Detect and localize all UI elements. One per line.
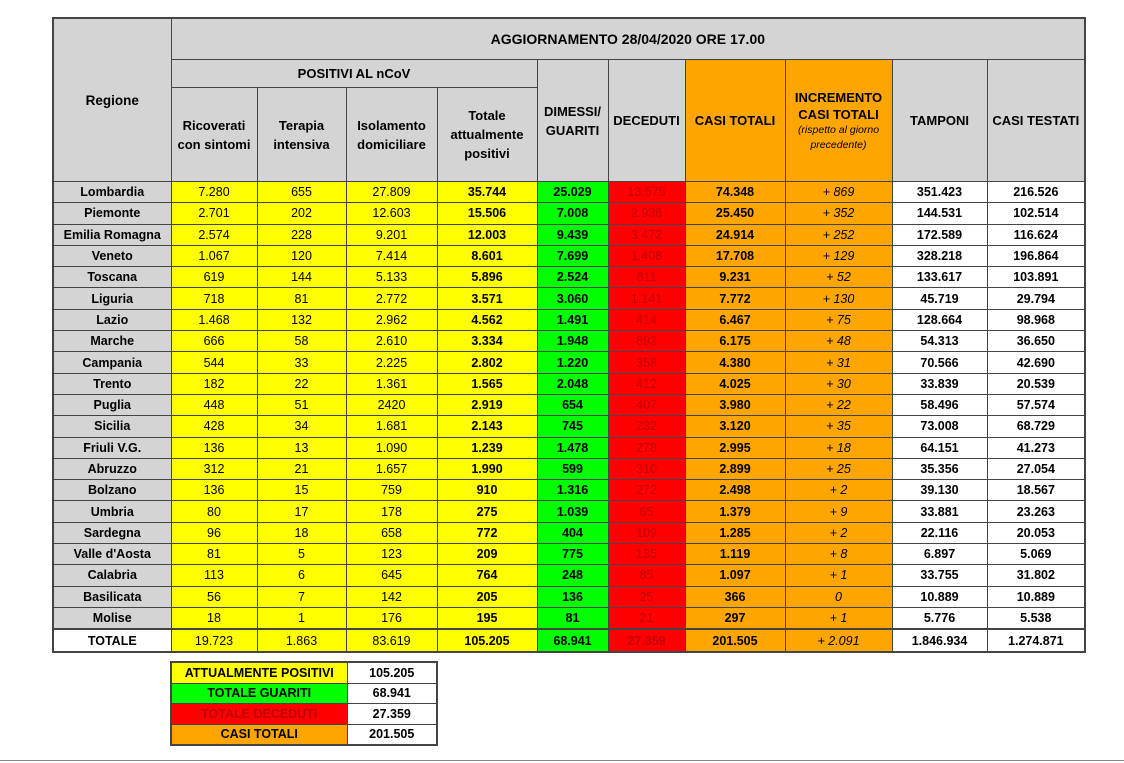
cell-ricoverati: 312 [171,458,257,479]
cell-region: Campania [53,352,171,373]
cell-deceduti: 109 [608,522,685,543]
cell-isolamento: 658 [346,522,437,543]
table-row [53,480,1085,501]
cell-casi-totali: 9.231 [685,267,785,288]
cell-casi-totali: 74.348 [685,182,785,203]
cell-dimessi: 7.699 [537,245,608,266]
cell-region: Molise [53,607,171,629]
cell-isolamento: 176 [346,607,437,629]
cell-dimessi: 25.029 [537,182,608,203]
cell-region: Marche [53,331,171,352]
cell-casi-testati: 68.729 [987,416,1085,437]
cell-totale-positivi: 3.334 [437,331,537,352]
cell-ricoverati: 718 [171,288,257,309]
cell-terapia: 1 [257,607,346,629]
header-totale-positivi: Totale attualmente positivi [437,88,537,182]
cell-ricoverati: 1.067 [171,245,257,266]
cell-deceduti: 135 [608,544,685,565]
cell-deceduti: 358 [608,352,685,373]
table-row [53,522,1085,543]
cell-casi-testati: 20.539 [987,373,1085,394]
cell-totale-positivi: 2.919 [437,394,537,415]
cell-ricoverati: 80 [171,501,257,522]
cell-casi-testati: 36.650 [987,331,1085,352]
cell-casi-totali: 7.772 [685,288,785,309]
cell-tamponi: 328.218 [892,245,987,266]
cell-casi-testati: 42.690 [987,352,1085,373]
cell-terapia: 655 [257,182,346,203]
cell-incremento: + 252 [785,224,892,245]
summary-label: CASI TOTALI [171,724,347,745]
cell-tamponi: 6.897 [892,544,987,565]
cell-ricoverati: 81 [171,544,257,565]
cell-casi-totali: 2.899 [685,458,785,479]
cell-terapia: 228 [257,224,346,245]
cell-region: Piemonte [53,203,171,224]
cell-casi-totali: 2.498 [685,480,785,501]
cell-tamponi: 128.664 [892,309,987,330]
table-row [53,352,1085,373]
header-incremento-label: INCREMENTO CASI TOTALI [794,89,883,122]
header-tamponi: TAMPONI [892,60,987,182]
cell-region: Sardegna [53,522,171,543]
cell-tamponi: 33.755 [892,565,987,586]
cell-totale-positivi: 764 [437,565,537,586]
cell-casi-totali: 25.450 [685,203,785,224]
cell-tamponi: 144.531 [892,203,987,224]
table-row [53,373,1085,394]
cell-deceduti: 407 [608,394,685,415]
cell-casi-totali: 6.175 [685,331,785,352]
cell-totale-positivi: 209 [437,544,537,565]
cell-tamponi: 172.589 [892,224,987,245]
header-dimessi: DIMESSI/ GUARITI [537,60,608,182]
cell-isolamento: 1.657 [346,458,437,479]
cell-region: Lombardia [53,182,171,203]
cell-ricoverati: 619 [171,267,257,288]
table-row [53,267,1085,288]
cell-ricoverati: 544 [171,352,257,373]
cell-dimessi: 1.491 [537,309,608,330]
cell-tamponi: 33.839 [892,373,987,394]
cell-terapia: 202 [257,203,346,224]
cell-ricoverati: 2.574 [171,224,257,245]
cell-dimessi: 654 [537,394,608,415]
cell-dimessi: 2.048 [537,373,608,394]
cell-deceduti: 414 [608,309,685,330]
cell-incremento: + 129 [785,245,892,266]
cell-casi-testati: 41.273 [987,437,1085,458]
cell-incremento: + 31 [785,352,892,373]
cell-isolamento: 1.681 [346,416,437,437]
cell-deceduti: 278 [608,437,685,458]
cell-casi-totali: 297 [685,607,785,629]
cell-tamponi: 35.356 [892,458,987,479]
cell-ricoverati: 448 [171,394,257,415]
cell-isolamento: 645 [346,565,437,586]
cell-isolamento: 12.603 [346,203,437,224]
cell-terapia: 132 [257,309,346,330]
cell-totale-positivi: 1.990 [437,458,537,479]
cell-terapia: 13 [257,437,346,458]
total-casi-testati: 1.274.871 [987,629,1085,652]
cell-deceduti: 65 [608,501,685,522]
cell-region: Friuli V.G. [53,437,171,458]
cell-region: Emilia Romagna [53,224,171,245]
total-isolamento: 83.619 [346,629,437,652]
cell-totale-positivi: 12.003 [437,224,537,245]
cell-incremento: + 18 [785,437,892,458]
cell-casi-totali: 4.025 [685,373,785,394]
cell-ricoverati: 136 [171,437,257,458]
cell-ricoverati: 136 [171,480,257,501]
cell-totale-positivi: 15.506 [437,203,537,224]
cell-region: Puglia [53,394,171,415]
table-row [53,416,1085,437]
cell-isolamento: 1.090 [346,437,437,458]
update-title: AGGIORNAMENTO 28/04/2020 ORE 17.00 [171,18,1085,60]
cell-casi-totali: 24.914 [685,224,785,245]
cell-tamponi: 133.617 [892,267,987,288]
cell-ricoverati: 18 [171,607,257,629]
cell-casi-totali: 3.120 [685,416,785,437]
cell-dimessi: 1.478 [537,437,608,458]
cell-terapia: 21 [257,458,346,479]
table-row [53,182,1085,203]
cell-totale-positivi: 5.896 [437,267,537,288]
cell-totale-positivi: 1.239 [437,437,537,458]
cell-terapia: 15 [257,480,346,501]
cell-region: Toscana [53,267,171,288]
cell-terapia: 5 [257,544,346,565]
table-row [53,586,1085,607]
cell-casi-totali: 1.119 [685,544,785,565]
cell-casi-testati: 27.054 [987,458,1085,479]
cell-deceduti: 811 [608,267,685,288]
summary-label: ATTUALMENTE POSITIVI [171,662,347,683]
cell-tamponi: 58.496 [892,394,987,415]
cell-dimessi: 1.220 [537,352,608,373]
cell-region: Liguria [53,288,171,309]
cell-region: Lazio [53,309,171,330]
cell-tamponi: 54.313 [892,331,987,352]
cell-casi-totali: 2.995 [685,437,785,458]
cell-dimessi: 81 [537,607,608,629]
cell-deceduti: 893 [608,331,685,352]
total-casi-totali: 201.505 [685,629,785,652]
cell-region: Basilicata [53,586,171,607]
cell-isolamento: 9.201 [346,224,437,245]
header-positivi-group: POSITIVI AL nCoV [171,60,537,88]
cell-region: Sicilia [53,416,171,437]
cell-isolamento: 142 [346,586,437,607]
cell-tamponi: 5.776 [892,607,987,629]
cell-isolamento: 2.962 [346,309,437,330]
cell-terapia: 6 [257,565,346,586]
cell-incremento: + 1 [785,565,892,586]
cell-region: Bolzano [53,480,171,501]
cell-ricoverati: 428 [171,416,257,437]
cell-totale-positivi: 195 [437,607,537,629]
cell-incremento: + 2 [785,480,892,501]
cell-totale-positivi: 275 [437,501,537,522]
cell-incremento: + 25 [785,458,892,479]
cell-totale-positivi: 4.562 [437,309,537,330]
summary-label: TOTALE DECEDUTI [171,704,347,725]
cell-deceduti: 25 [608,586,685,607]
cell-deceduti: 85 [608,565,685,586]
cell-ricoverati: 1.468 [171,309,257,330]
summary-row [171,704,437,725]
cell-totale-positivi: 2.143 [437,416,537,437]
cell-casi-testati: 5.069 [987,544,1085,565]
cell-ricoverati: 7.280 [171,182,257,203]
cell-casi-testati: 116.624 [987,224,1085,245]
cell-terapia: 22 [257,373,346,394]
cell-incremento: 0 [785,586,892,607]
cell-dimessi: 2.524 [537,267,608,288]
cell-isolamento: 2420 [346,394,437,415]
cell-incremento: + 9 [785,501,892,522]
header-incremento [785,60,892,182]
cell-region: Umbria [53,501,171,522]
cell-casi-totali: 1.097 [685,565,785,586]
header-casi-testati: CASI TESTATI [987,60,1085,182]
cell-incremento: + 8 [785,544,892,565]
cell-dimessi: 599 [537,458,608,479]
cell-terapia: 17 [257,501,346,522]
cell-ricoverati: 56 [171,586,257,607]
cell-deceduti: 1.141 [608,288,685,309]
total-totale-positivi: 105.205 [437,629,537,652]
table-row [53,331,1085,352]
cell-isolamento: 759 [346,480,437,501]
cell-ricoverati: 113 [171,565,257,586]
cell-tamponi: 45.719 [892,288,987,309]
cell-dimessi: 1.316 [537,480,608,501]
cell-ricoverati: 666 [171,331,257,352]
cell-incremento: + 1 [785,607,892,629]
cell-ricoverati: 2.701 [171,203,257,224]
cell-deceduti: 272 [608,480,685,501]
cell-casi-testati: 31.802 [987,565,1085,586]
summary-label: TOTALE GUARITI [171,683,347,704]
header-ricoverati: Ricoverati con sintomi [171,88,257,182]
cell-casi-testati: 102.514 [987,203,1085,224]
cell-deceduti: 412 [608,373,685,394]
header-terapia: Terapia intensiva [257,88,346,182]
table-row [53,245,1085,266]
cell-casi-testati: 57.574 [987,394,1085,415]
cell-isolamento: 123 [346,544,437,565]
cell-tamponi: 33.881 [892,501,987,522]
cell-terapia: 144 [257,267,346,288]
table-row [53,565,1085,586]
cell-casi-testati: 103.891 [987,267,1085,288]
header-incremento-note: (rispetto al giorno precedente) [797,123,880,151]
cell-deceduti: 2.936 [608,203,685,224]
cell-isolamento: 178 [346,501,437,522]
cell-incremento: + 2 [785,522,892,543]
cell-casi-testati: 23.263 [987,501,1085,522]
summary-table [170,661,438,746]
summary-row [171,724,437,745]
total-tamponi: 1.846.934 [892,629,987,652]
cell-tamponi: 351.423 [892,182,987,203]
cell-tamponi: 22.116 [892,522,987,543]
cell-casi-totali: 366 [685,586,785,607]
cell-totale-positivi: 1.565 [437,373,537,394]
table-row [53,501,1085,522]
total-region: TOTALE [53,629,171,652]
cell-totale-positivi: 8.601 [437,245,537,266]
header-casi-totali: CASI TOTALI [685,60,785,182]
total-row [53,629,1085,652]
summary-value: 105.205 [347,662,437,683]
cell-dimessi: 775 [537,544,608,565]
cell-incremento: + 75 [785,309,892,330]
summary-value: 201.505 [347,724,437,745]
total-terapia: 1.863 [257,629,346,652]
cell-incremento: + 869 [785,182,892,203]
table-row [53,458,1085,479]
cell-casi-testati: 18.567 [987,480,1085,501]
cell-totale-positivi: 3.571 [437,288,537,309]
page-divider [0,760,1124,761]
cell-totale-positivi: 2.802 [437,352,537,373]
cell-terapia: 7 [257,586,346,607]
table-row [53,437,1085,458]
cell-casi-testati: 20.053 [987,522,1085,543]
cell-dimessi: 9.439 [537,224,608,245]
summary-row [171,683,437,704]
summary-value: 27.359 [347,704,437,725]
cell-ricoverati: 96 [171,522,257,543]
cell-casi-testati: 5.538 [987,607,1085,629]
cell-deceduti: 310 [608,458,685,479]
cell-totale-positivi: 35.744 [437,182,537,203]
cell-dimessi: 1.039 [537,501,608,522]
cell-deceduti: 232 [608,416,685,437]
cell-casi-totali: 4.380 [685,352,785,373]
cell-casi-totali: 17.708 [685,245,785,266]
cell-isolamento: 5.133 [346,267,437,288]
cell-isolamento: 7.414 [346,245,437,266]
summary-value: 68.941 [347,683,437,704]
header-isolamento: Isolamento domiciliare [346,88,437,182]
cell-ricoverati: 182 [171,373,257,394]
table-row [53,224,1085,245]
cell-terapia: 33 [257,352,346,373]
cell-tamponi: 70.566 [892,352,987,373]
cell-terapia: 120 [257,245,346,266]
cell-casi-totali: 1.285 [685,522,785,543]
header-deceduti: DECEDUTI [608,60,685,182]
total-incremento: + 2.091 [785,629,892,652]
cell-dimessi: 745 [537,416,608,437]
cell-deceduti: 21 [608,607,685,629]
summary-row [171,662,437,683]
cell-casi-totali: 6.467 [685,309,785,330]
cell-isolamento: 2.225 [346,352,437,373]
cell-incremento: + 52 [785,267,892,288]
cell-terapia: 34 [257,416,346,437]
cell-region: Valle d'Aosta [53,544,171,565]
cell-casi-testati: 10.889 [987,586,1085,607]
cell-isolamento: 2.610 [346,331,437,352]
cell-tamponi: 64.151 [892,437,987,458]
cell-casi-testati: 216.526 [987,182,1085,203]
cell-terapia: 58 [257,331,346,352]
cell-dimessi: 1.948 [537,331,608,352]
cell-casi-totali: 3.980 [685,394,785,415]
cell-totale-positivi: 772 [437,522,537,543]
cell-deceduti: 13.575 [608,182,685,203]
table-row [53,203,1085,224]
cell-deceduti: 3.472 [608,224,685,245]
cell-dimessi: 7.008 [537,203,608,224]
header-regione: Regione [53,18,171,182]
cell-dimessi: 136 [537,586,608,607]
cell-incremento: + 130 [785,288,892,309]
table-row [53,309,1085,330]
cell-dimessi: 404 [537,522,608,543]
cell-incremento: + 352 [785,203,892,224]
table-row [53,288,1085,309]
cell-dimessi: 3.060 [537,288,608,309]
cell-region: Veneto [53,245,171,266]
table-row [53,394,1085,415]
cell-deceduti: 1.408 [608,245,685,266]
cell-terapia: 51 [257,394,346,415]
cell-incremento: + 22 [785,394,892,415]
cell-totale-positivi: 910 [437,480,537,501]
total-ricoverati: 19.723 [171,629,257,652]
cell-terapia: 81 [257,288,346,309]
cell-casi-testati: 98.968 [987,309,1085,330]
cell-casi-testati: 29.794 [987,288,1085,309]
cell-region: Abruzzo [53,458,171,479]
cell-incremento: + 48 [785,331,892,352]
cell-tamponi: 39.130 [892,480,987,501]
cell-isolamento: 27.809 [346,182,437,203]
cell-terapia: 18 [257,522,346,543]
total-deceduti: 27.359 [608,629,685,652]
cell-isolamento: 1.361 [346,373,437,394]
cell-totale-positivi: 205 [437,586,537,607]
covid-regions-table [52,17,1086,653]
cell-casi-testati: 196.864 [987,245,1085,266]
total-dimessi: 68.941 [537,629,608,652]
cell-incremento: + 35 [785,416,892,437]
cell-isolamento: 2.772 [346,288,437,309]
cell-dimessi: 248 [537,565,608,586]
cell-casi-totali: 1.379 [685,501,785,522]
table-row [53,544,1085,565]
cell-tamponi: 73.008 [892,416,987,437]
cell-tamponi: 10.889 [892,586,987,607]
cell-incremento: + 30 [785,373,892,394]
table-row [53,607,1085,629]
cell-region: Trento [53,373,171,394]
cell-region: Calabria [53,565,171,586]
